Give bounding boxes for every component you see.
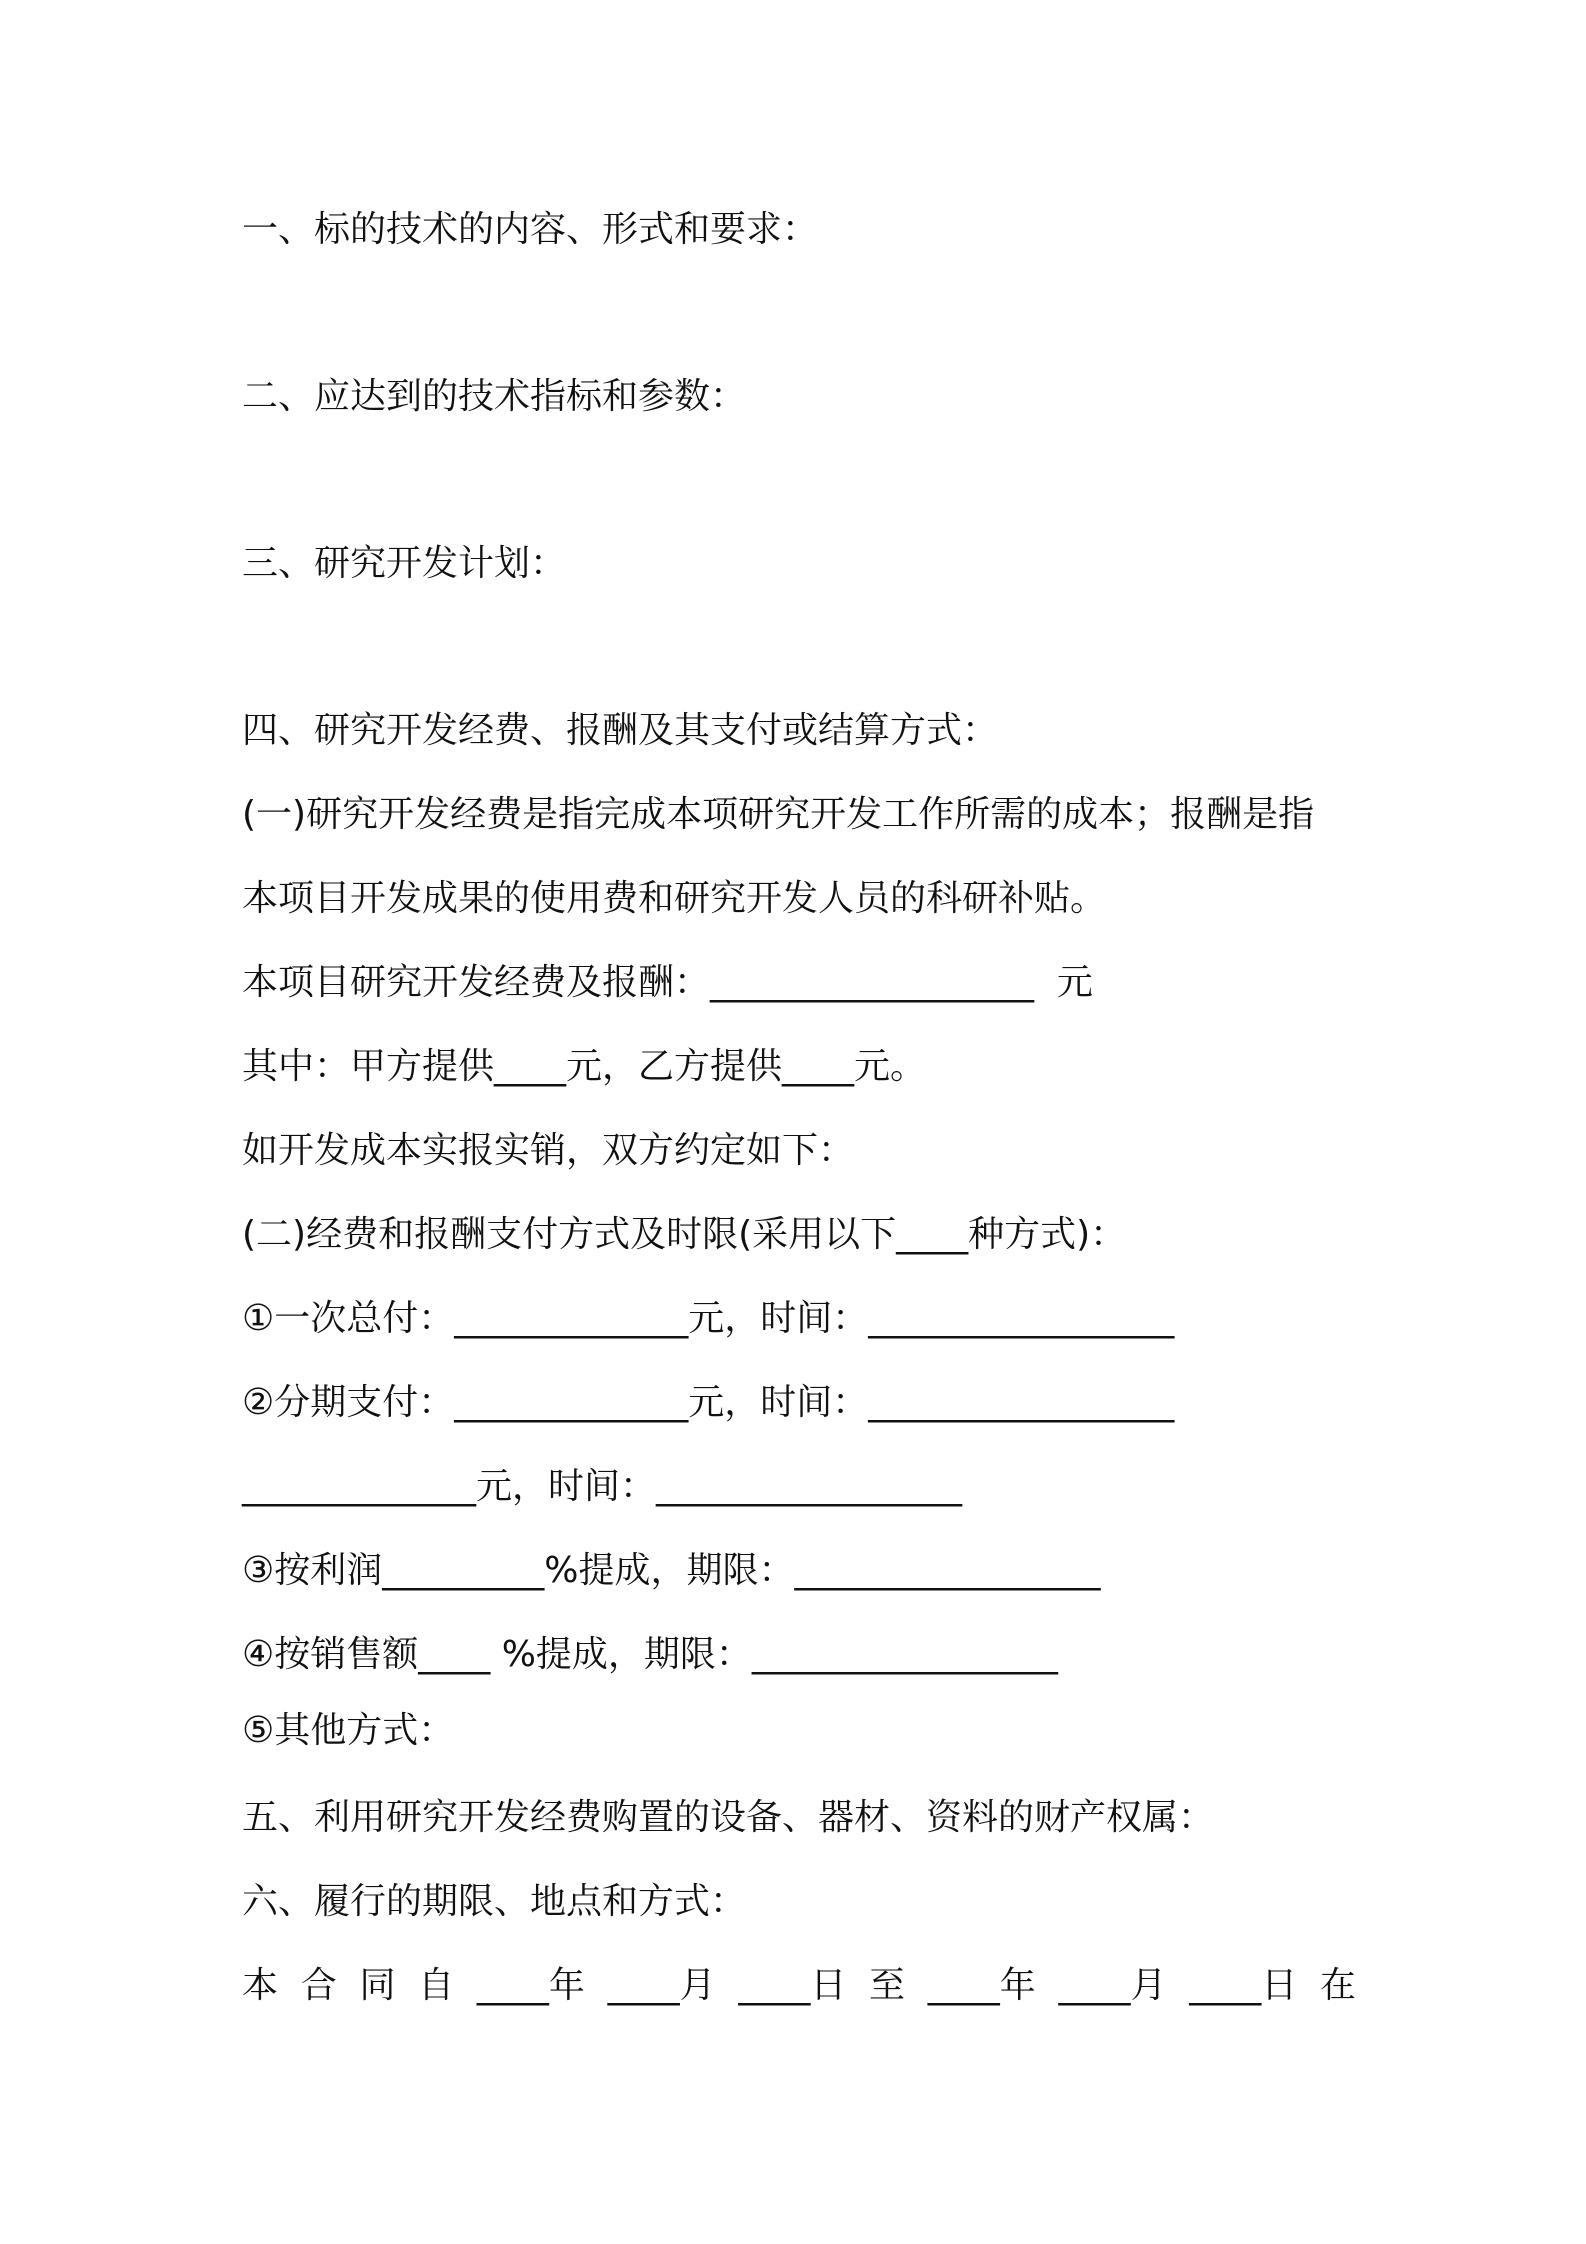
term-word: 同: [359, 1965, 396, 2006]
payment-option-2: ②分期支付：_____________元，时间：_________________: [242, 1382, 1175, 1423]
funding-split-line: 其中：甲方提供____元，乙方提供____元。: [242, 1046, 927, 1087]
term-word: 在: [1319, 1965, 1356, 2006]
section-4-paragraph-1-line-2: 本项目开发成果的使用费和研究开发人员的科研补贴。: [242, 878, 1107, 919]
total-funding-line: 本项目研究开发经费及报酬：__________________ 元: [242, 962, 1093, 1003]
term-start-month: ____月: [607, 1965, 716, 2006]
term-word: 自: [418, 1965, 455, 2006]
term-start-day: ____日: [738, 1965, 847, 2006]
section-4-paragraph-2: (二)经费和报酬支付方式及时限(采用以下____种方式)：: [242, 1214, 1127, 1255]
payment-option-1: ①一次总付：_____________元，时间：_________________: [242, 1298, 1175, 1339]
term-end-year: ____年: [927, 1965, 1036, 2006]
term-end-day: ____日: [1189, 1965, 1298, 2006]
contract-term-line: [242, 1964, 1356, 2008]
term-end-month: ____月: [1058, 1965, 1167, 2006]
section-1-heading: 一、标的技术的内容、形式和要求：: [242, 209, 819, 250]
section-3-heading: 三、研究开发计划：: [242, 543, 567, 584]
section-6-heading: 六、履行的期限、地点和方式：: [242, 1881, 747, 1922]
section-2-heading: 二、应达到的技术指标和参数：: [242, 376, 747, 417]
section-5-heading: 五、利用研究开发经费购置的设备、器材、资料的财产权属：: [242, 1797, 1215, 1838]
term-word: 本: [242, 1965, 279, 2006]
section-4-heading: 四、研究开发经费、报酬及其支付或结算方式：: [242, 710, 999, 751]
payment-option-3: ③按利润_________%提成，期限：_________________: [242, 1550, 1101, 1591]
section-4-paragraph-1-line-1: (一)研究开发经费是指完成本项研究开发工作所需的成本；报酬是指: [242, 794, 1315, 835]
actual-cost-line: 如开发成本实报实销，双方约定如下：: [242, 1130, 855, 1171]
term-word: 至: [869, 1965, 906, 2006]
payment-option-4: ④按销售额____ %提成，期限：_________________: [242, 1634, 1058, 1675]
payment-option-5: ⑤其他方式：: [242, 1710, 455, 1751]
payment-option-2-continued: _____________元，时间：_________________: [242, 1466, 963, 1507]
term-word: 合: [300, 1965, 337, 2006]
term-start-year: ____年: [476, 1965, 585, 2006]
